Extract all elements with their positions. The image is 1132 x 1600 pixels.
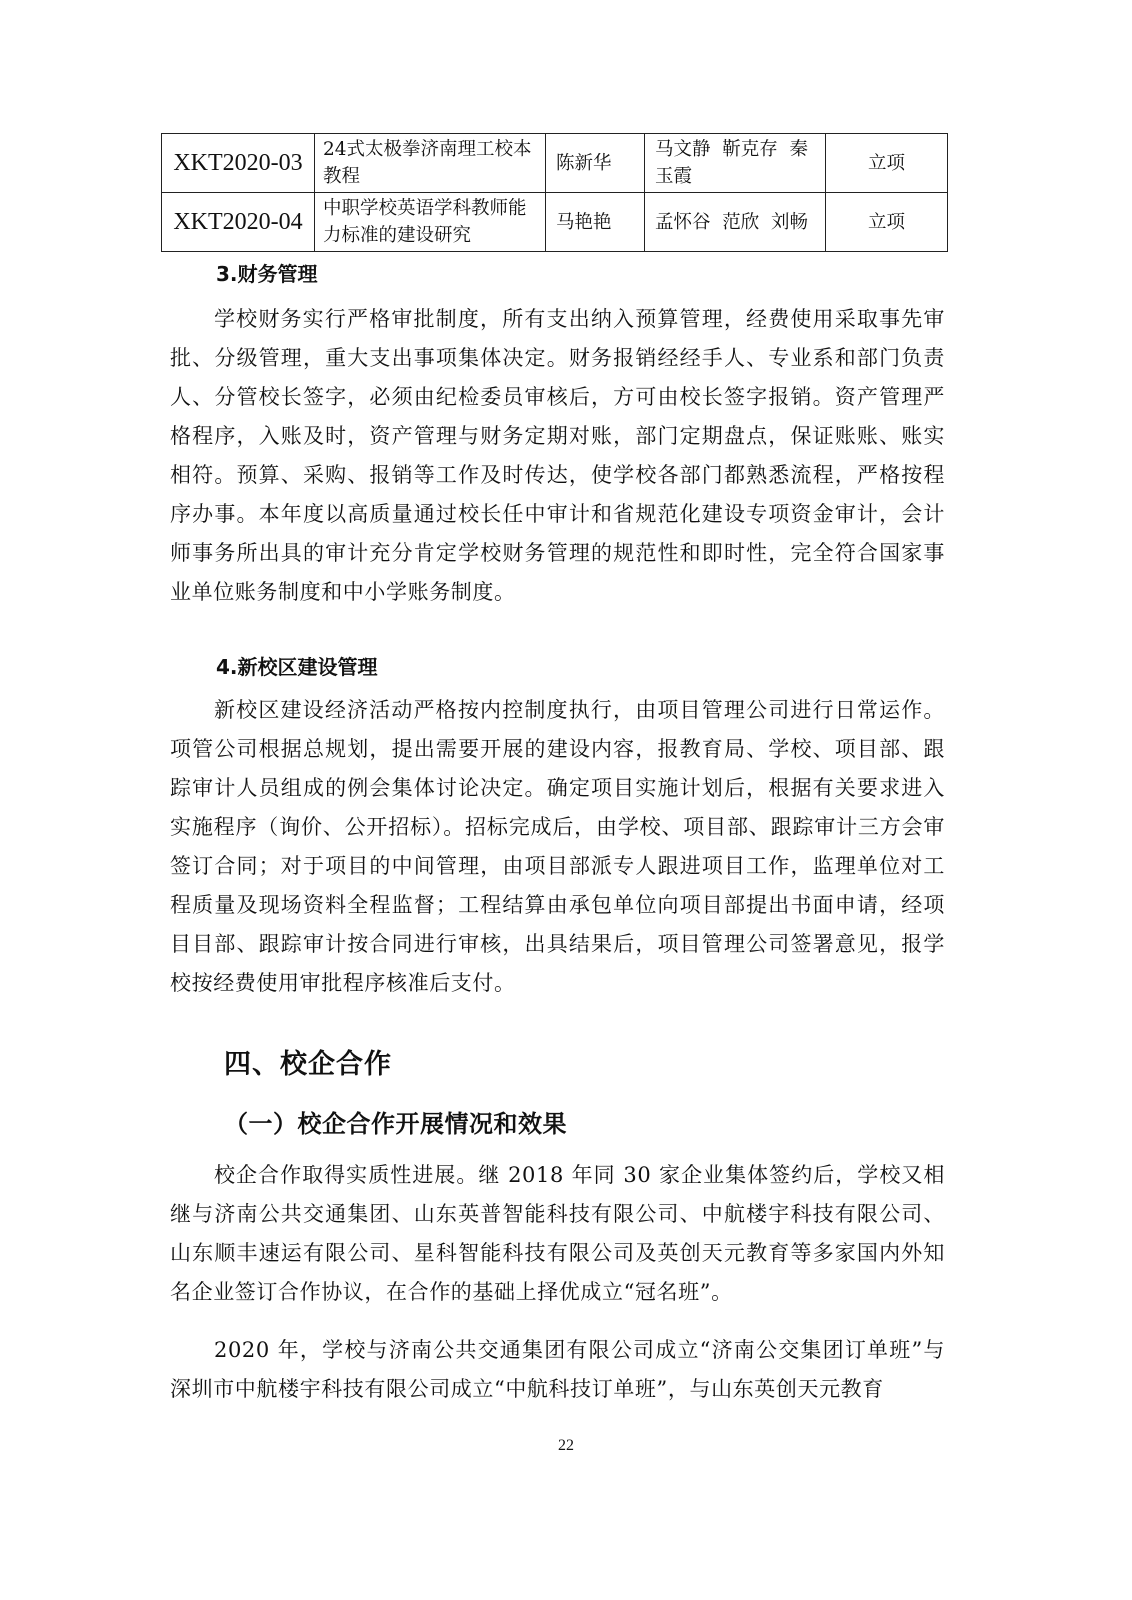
project-title: 24式太极拳济南理工校本教程: [315, 134, 546, 193]
cooperation-heading: （一）校企合作开展情况和效果: [224, 1110, 567, 1138]
table-row: [162, 193, 948, 252]
chapter-heading: 四、校企合作: [224, 1049, 392, 1080]
finance-paragraph: 学校财务实行严格审批制度，所有支出纳入预算管理，经费使用采取事先审批、分级管理，重大支出事项集体决定。财务报销经经手人、专业系和部门负责人、分管校长签字，必须由纪检委员审核后，方可由校长签字报销。资产管理严格程序，入账及时，资产管理与财务定期对账，部门定期盘点，保证账账、账实相符。预算、采购、报销等工作及时传达，使学校各部门都熟悉流程，严格按程序办事。本年度以高质量通过校长任中审计和省规范化建设专项资金审计，会计师事务所出具的审计充分肯定学校财务管理的规范性和即时性，完全符合国家事业单位账务制度和中小学账务制度。: [170, 307, 945, 604]
campus-heading: 4.新校区建设管理: [216, 655, 378, 679]
table-row: [162, 134, 948, 193]
project-status: 立项: [826, 134, 948, 193]
project-table: [161, 133, 948, 252]
project-title: 中职学校英语学科教师能力标准的建设研究: [315, 193, 546, 252]
project-code: XKT2020-03: [162, 134, 315, 193]
project-code: XKT2020-04: [162, 193, 315, 252]
cooperation-paragraph-2: 2020 年，学校与济南公共交通集团有限公司成立“济南公交集团订单班”与深圳市中航楼宇科技有限公司成立“中航科技订单班”，与山东英创天元教育: [170, 1338, 945, 1401]
campus-paragraph: 新校区建设经济活动严格按内控制度执行，由项目管理公司进行日常运作。项管公司根据总规划，提出需要开展的建设内容，报教育局、学校、项目部、跟踪审计人员组成的例会集体讨论决定。确定项目实施计划后，根据有关要求进入实施程序（询价、公开招标）。招标完成后，由学校、项目部、跟踪审计三方会审签订合同；对于项目的中间管理，由项目部派专人跟进项目工作，监理单位对工程质量及现场资料全程监督；工程结算由承包单位向项目部提出书面申请，经项目目部、跟踪审计按合同进行审核，出具结果后，项目管理公司签署意见，报学校按经费使用审批程序核准后支付。: [170, 698, 945, 995]
project-members: 马文静 靳克存 秦玉霞: [645, 134, 826, 193]
finance-heading: 3.财务管理: [216, 262, 318, 286]
cooperation-paragraph-1: 校企合作取得实质性进展。继 2018 年同 30 家企业集体签约后，学校又相继与济南公共交通集团、山东英普智能科技有限公司、中航楼宇科技有限公司、山东顺丰速运有限公司、星科智能科技有限公司及英创天元教育等多家国内外知名企业签订合作协议，在合作的基础上择优成立“冠名班”。: [170, 1163, 945, 1304]
project-leader: 陈新华: [546, 134, 645, 193]
project-members: 孟怀谷 范欣 刘畅: [645, 193, 826, 252]
page-number: 22: [558, 1437, 574, 1454]
project-leader: 马艳艳: [546, 193, 645, 252]
project-status: 立项: [826, 193, 948, 252]
